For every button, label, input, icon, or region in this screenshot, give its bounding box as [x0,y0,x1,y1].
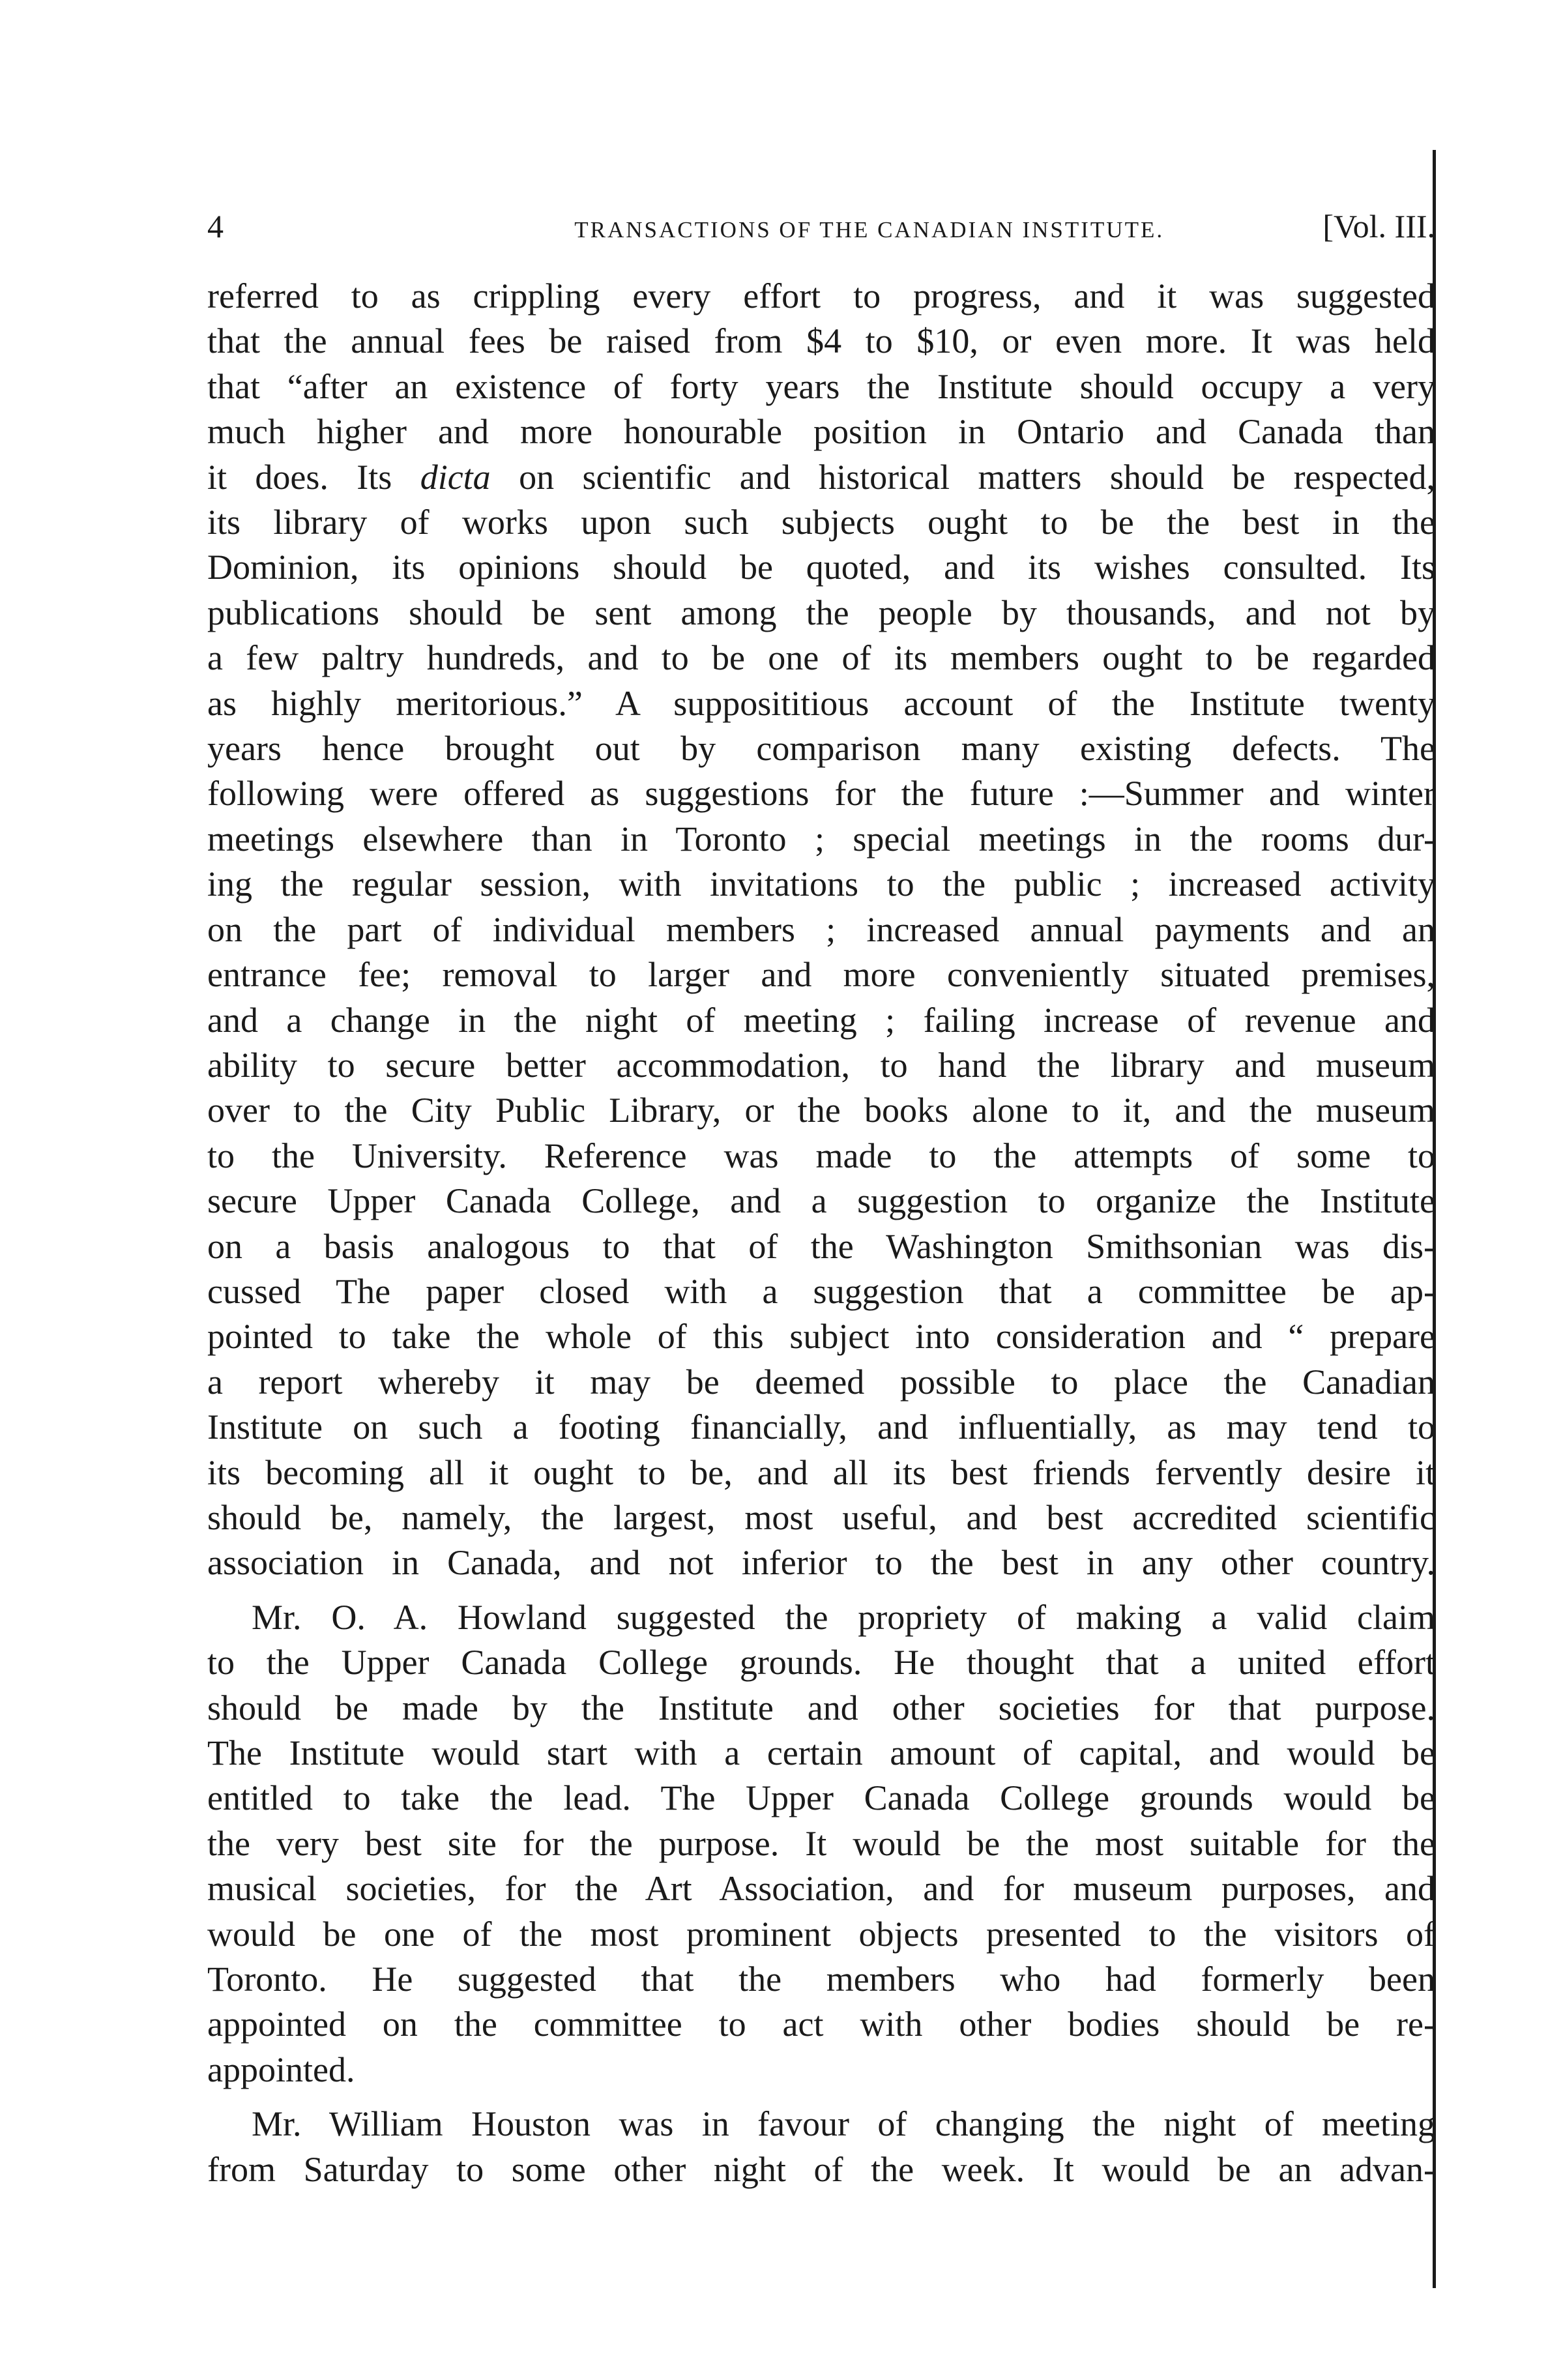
text-line: on the part of individual members ; increased annual payments and an [207,909,1435,949]
text-line: secure Upper Canada College, and a suggestion to organize the Institute [207,1181,1435,1221]
page-number: 4 [207,208,224,244]
text-line: to the Upper Canada College grounds. He thought that a united effort [207,1643,1435,1682]
text-line: years hence brought out by comparison many existing defects. The [207,729,1435,769]
running-title: TRANSACTIONS OF THE CANADIAN INSTITUTE. [574,217,1165,242]
text-line: to the University. Reference was made to the attempts of some to [207,1136,1435,1175]
text-fragment: it does. Its [207,457,420,497]
paragraph-1 [207,274,1435,1586]
text-line: should be, namely, the largest, most useful, and best accredited scientific [207,1497,1435,1537]
text-line: Toronto. He suggested that the members who had formerly been [207,1960,1435,1999]
text-line: pointed to take the whole of this subject into consideration and “ prepare [207,1317,1435,1357]
text-line: following were offered as suggestions for the future :—Summer and winter [207,774,1435,814]
paragraph-2 [207,1595,1435,2093]
text-line: Mr. O. A. Howland suggested the propriety of making a valid claim [252,1597,1435,1637]
text-line: association in Canada, and not inferior to the best in any other country. [207,1543,1435,1583]
text-line: from Saturday to some other night of the week. It would be an advan- [207,2149,1435,2189]
text-line: publications should be sent among the people by thousands, and not by [207,593,1435,632]
text-line: the very best site for the purpose. It would be the most suitable for the [207,1823,1435,1863]
text-line: as highly meritorious.” A supposititious account of the Institute twenty [207,683,1435,723]
text-line: its library of works upon such subjects ought to be the best in the [207,503,1435,542]
volume-label: [Vol. III. [1322,208,1435,244]
running-header [207,207,1435,259]
text-line: appointed on the committee to act with other bodies should be re- [207,2005,1435,2044]
text-line: referred to as crippling every effort to progress, and it was suggested [207,276,1435,316]
text-line: on a basis analogous to that of the Washington Smithsonian was dis- [207,1226,1435,1266]
body-text [207,274,1435,2192]
text-line: entrance fee; removal to larger and more conveniently situated premises, [207,955,1435,995]
text-line: ability to secure better accommodation, to hand the library and museum [207,1045,1435,1085]
text-line: Mr. William Houston was in favour of changing the night of meeting [252,2104,1435,2144]
text-line: a few paltry hundreds, and to be one of its members ought to be regarded [207,638,1435,678]
text-line: musical societies, for the Art Association, and for museum purposes, and [207,1869,1435,1909]
text-line: meetings elsewhere than in Toronto ; special meetings in the rooms dur- [207,819,1435,859]
text-line: would be one of the most prominent objects presented to the visitors of [207,1914,1435,1954]
text-line: entitled to take the lead. The Upper Canada College grounds would be [207,1778,1435,1818]
text-line: Institute on such a footing financially, and influentially, as may tend to [207,1407,1435,1447]
text-line: that the annual fees be raised from $4 to $10, or even more. It was held [207,321,1435,361]
text-line: over to the City Public Library, or the books alone to it, and the museum [207,1091,1435,1130]
text-line: appointed. [207,2049,355,2089]
paragraph-3 [207,2102,1435,2192]
text-line: should be made by the Institute and other societies for that purpose. [207,1688,1435,1727]
text-line: a report whereby it may be deemed possible to place the Canadian [207,1362,1435,1402]
text-line: ing the regular session, with invitations to the public ; increased activity [207,864,1435,904]
text-line: Dominion, its opinions should be quoted, and its wishes consulted. Its [207,548,1435,587]
text-line: and a change in the night of meeting ; failing increase of revenue and [207,1000,1435,1040]
text-line: its becoming all it ought to be, and all its best friends fervently desire it [207,1452,1435,1492]
italic-word: dicta [420,457,491,497]
text-line-with-italic [207,455,1435,500]
text-fragment: on scientific and historical matters should be respected, [490,457,1435,497]
text-line: The Institute would start with a certain amount of capital, and would be [207,1733,1435,1772]
text-line: much higher and more honourable position in Ontario and Canada than [207,412,1435,452]
text-line: that “after an existence of forty years the Institute should occupy a very [207,366,1435,406]
text-line: cussed The paper closed with a suggestion that a committee be ap- [207,1271,1435,1311]
